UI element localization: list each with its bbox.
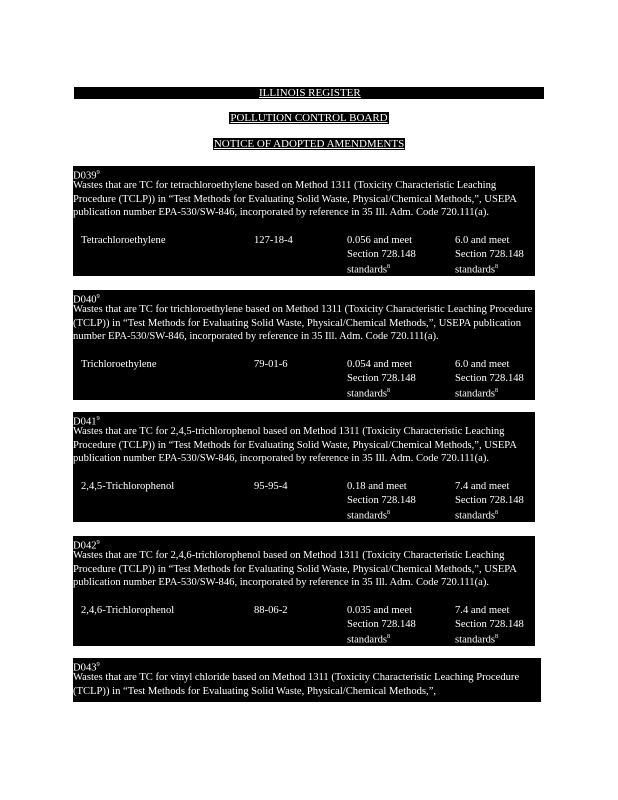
waste-code: $D043^9$ — [73, 661, 100, 674]
constituent-name: 2,4,6-Trichlorophenol — [81, 605, 175, 616]
wastewater-standard: 0.056 and meet Section 728.148 standards$^8$ — [347, 235, 416, 276]
entry-d042 — [73, 536, 535, 646]
wastewater-standard: 0.035 and meet Section 728.148 standards$^8$ — [347, 605, 416, 646]
waste-description: Wastes that are TC for 2,4,6-trichlorophenol based on Method 1311 (Toxicity Characteristic Leaching Procedure (TCLP)) in “Test Methods for Evaluating Solid Waste, Physical/Chemical Methods,”, USEPA publication number EPA-530/SW-846, incorporated by reference in 35 Ill. Adm. Code 720.111(a). — [73, 550, 517, 588]
constituent-name: Tetrachloroethylene — [81, 235, 166, 246]
board-title: POLLUTION CONTROL BOARD — [230, 112, 388, 124]
waste-description: Wastes that are TC for 2,4,5-trichlorophenol based on Method 1311 (Toxicity Characteristic Leaching Procedure (TCLP)) in “Test Methods for Evaluating Solid Waste, Physical/Chemical Methods,”, USEPA publication number EPA-530/SW-846, incorporated by reference in 35 Ill. Adm. Code 720.111(a). — [73, 426, 517, 464]
cas-number: 127-18-4 — [254, 235, 293, 246]
register-header-bar — [74, 87, 544, 99]
cas-number: 95-95-4 — [254, 481, 288, 492]
constituent-name: 2,4,5-Trichlorophenol — [81, 481, 175, 492]
nonwastewater-standard: 7.4 and meet Section 728.148 standards$^8$ — [455, 481, 524, 522]
register-title: ILLINOIS REGISTER — [259, 87, 361, 99]
wastewater-standard: 0.18 and meet Section 728.148 standards$^8$ — [347, 481, 416, 522]
cas-number: 79-01-6 — [254, 359, 288, 370]
waste-description: Wastes that are TC for tetrachloroethylene based on Method 1311 (Toxicity Characteristic Leaching Procedure (TCLP)) in “Test Methods for Evaluating Solid Waste, Physical/Chemical Methods,”, USEPA publication number EPA-530/SW-846, incorporated by reference in 35 Ill. Adm. Code 720.111(a). — [73, 180, 517, 218]
waste-description: Wastes that are TC for trichloroethylene based on Method 1311 (Toxicity Characteristic Leaching Procedure (TCLP)) in “Test Methods for Evaluating Solid Waste, Physical/Chemical Methods,”, USEPA publication number EPA-530/SW-846, incorporated by reference in 35 Ill. Adm. Code 720.111(a). — [73, 304, 533, 342]
waste-code: $D040^9$ — [73, 293, 100, 306]
entry-d040 — [73, 290, 535, 400]
waste-code: $D042^9$ — [73, 539, 100, 552]
entry-d041 — [73, 412, 535, 522]
nonwastewater-standard: 6.0 and meet Section 728.148 standards$^8$ — [455, 235, 524, 276]
waste-description: Wastes that are TC for vinyl chloride based on Method 1311 (Toxicity Characteristic Leaching Procedure (TCLP)) in “Test Methods for Evaluating Solid Waste, Physical/Chemical Methods,”, — [73, 672, 520, 697]
wastewater-standard: 0.054 and meet Section 728.148 standards$^8$ — [347, 359, 416, 400]
notice-title: NOTICE OF ADOPTED AMENDMENTS — [213, 138, 405, 150]
nonwastewater-standard: 7.4 and meet Section 728.148 standards$^8$ — [455, 605, 524, 646]
entry-d039 — [73, 166, 535, 276]
entry-d043 — [73, 658, 541, 702]
nonwastewater-standard: 6.0 and meet Section 728.148 standards$^8$ — [455, 359, 524, 400]
waste-code: $D041^9$ — [73, 415, 100, 428]
constituent-name: Trichloroethylene — [81, 359, 157, 370]
cas-number: 88-06-2 — [254, 605, 288, 616]
waste-code: $D039^9$ — [73, 169, 100, 182]
